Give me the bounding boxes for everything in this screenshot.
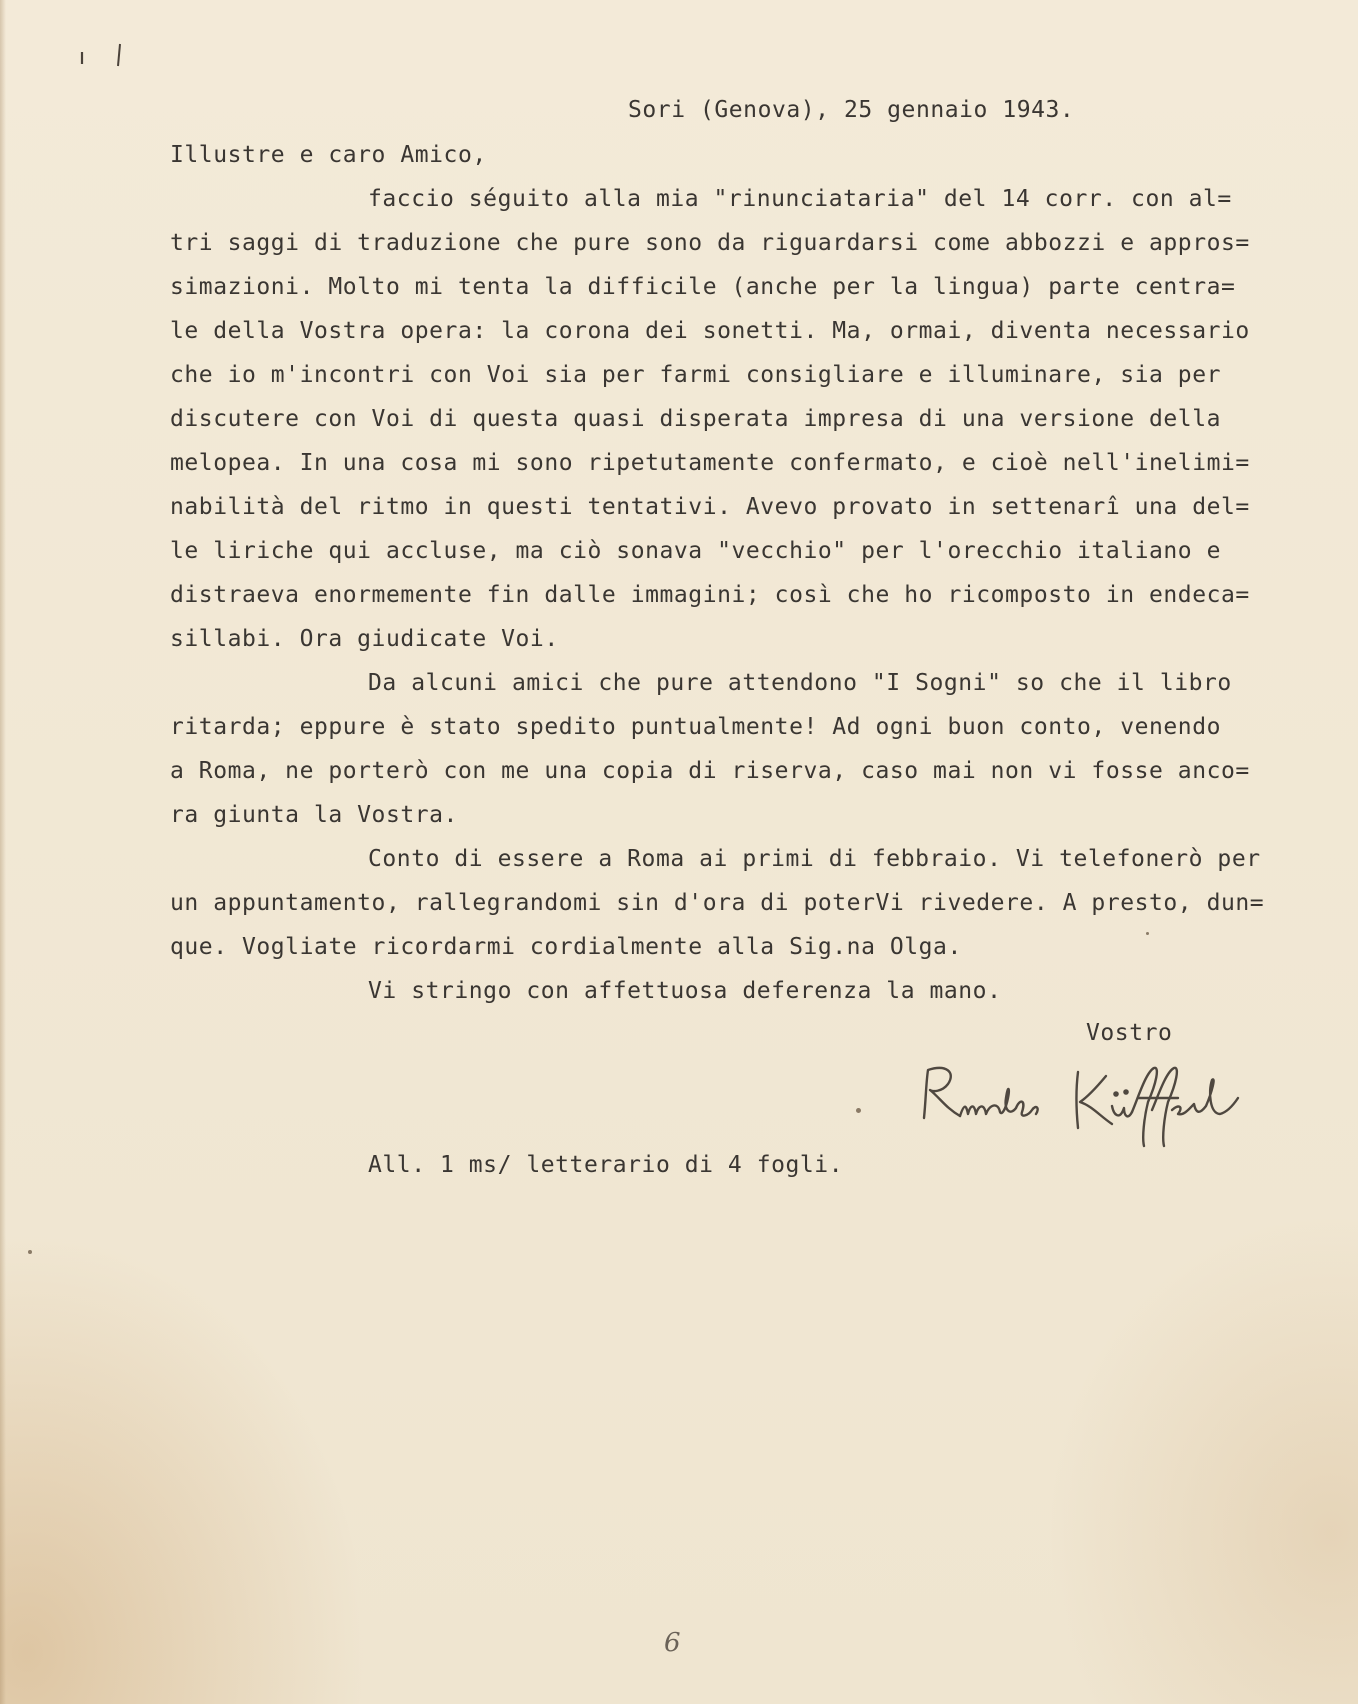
body-line: ra giunta la Vostra. <box>170 802 458 828</box>
margin-tick <box>118 44 120 66</box>
body-line: distraeva enormemente fin dalle immagini; così che ho ricomposto in endeca= <box>170 582 1250 608</box>
body-line: faccio séguito alla mia "rinunciataria" del 14 corr. con al= <box>368 186 1232 212</box>
body-line: a Roma, ne porterò con me una copia di riserva, caso mai non vi fosse anco= <box>170 758 1250 784</box>
body-line: Vi stringo con affettuosa deferenza la mano. <box>368 978 1002 1004</box>
body-line: discutere con Voi di questa quasi disperata impresa di una versione della <box>170 406 1221 432</box>
body-line: que. Vogliate ricordarmi cordialmente alla Sig.na Olga. <box>170 934 962 960</box>
body-line: le della Vostra opera: la corona dei sonetti. Ma, ormai, diventa necessario <box>170 318 1250 344</box>
body-line: sillabi. Ora giudicate Voi. <box>170 626 559 652</box>
body-line: simazioni. Molto mi tenta la difficile (anche per la lingua) parte centra= <box>170 274 1236 300</box>
handwritten-signature <box>916 1058 1276 1148</box>
date-line: Sori (Genova), 25 gennaio 1943. <box>628 97 1075 123</box>
body-line: Da alcuni amici che pure attendono "I Sogni" so che il libro <box>368 670 1232 696</box>
body-line: nabilità del ritmo in questi tentativi. Avevo provato in settenarî una del= <box>170 494 1250 520</box>
body-line: tri saggi di traduzione che pure sono da riguardarsi come abbozzi e appros= <box>170 230 1250 256</box>
body-line: le liriche qui accluse, ma ciò sonava "vecchio" per l'orecchio italiano e <box>170 538 1221 564</box>
body-line: un appuntamento, rallegrandomi sin d'ora di poterVi rivedere. A presto, dun= <box>170 890 1265 916</box>
paper-speck <box>856 1108 861 1113</box>
margin-marks <box>78 40 138 80</box>
paper-speck <box>1146 932 1149 935</box>
body-line: ritarda; eppure è stato spedito puntualmente! Ad ogni buon conto, venendo <box>170 714 1221 740</box>
body-line: Conto di essere a Roma ai primi di febbraio. Vi telefonerò per <box>368 846 1261 872</box>
salutation: Illustre e caro Amico, <box>170 142 487 168</box>
body-line: melopea. In una cosa mi sono ripetutamente confermato, e cioè nell'inelimi= <box>170 450 1250 476</box>
body-line: che io m'incontri con Voi sia per farmi consigliare e illuminare, sia per <box>170 362 1221 388</box>
paper-speck <box>28 1250 32 1254</box>
attachment-note: All. 1 ms/ letterario di 4 fogli. <box>368 1152 844 1178</box>
closing: Vostro <box>1086 1020 1173 1046</box>
page-number: 6 <box>664 1628 681 1658</box>
paper-edge-shadow <box>0 0 6 1704</box>
